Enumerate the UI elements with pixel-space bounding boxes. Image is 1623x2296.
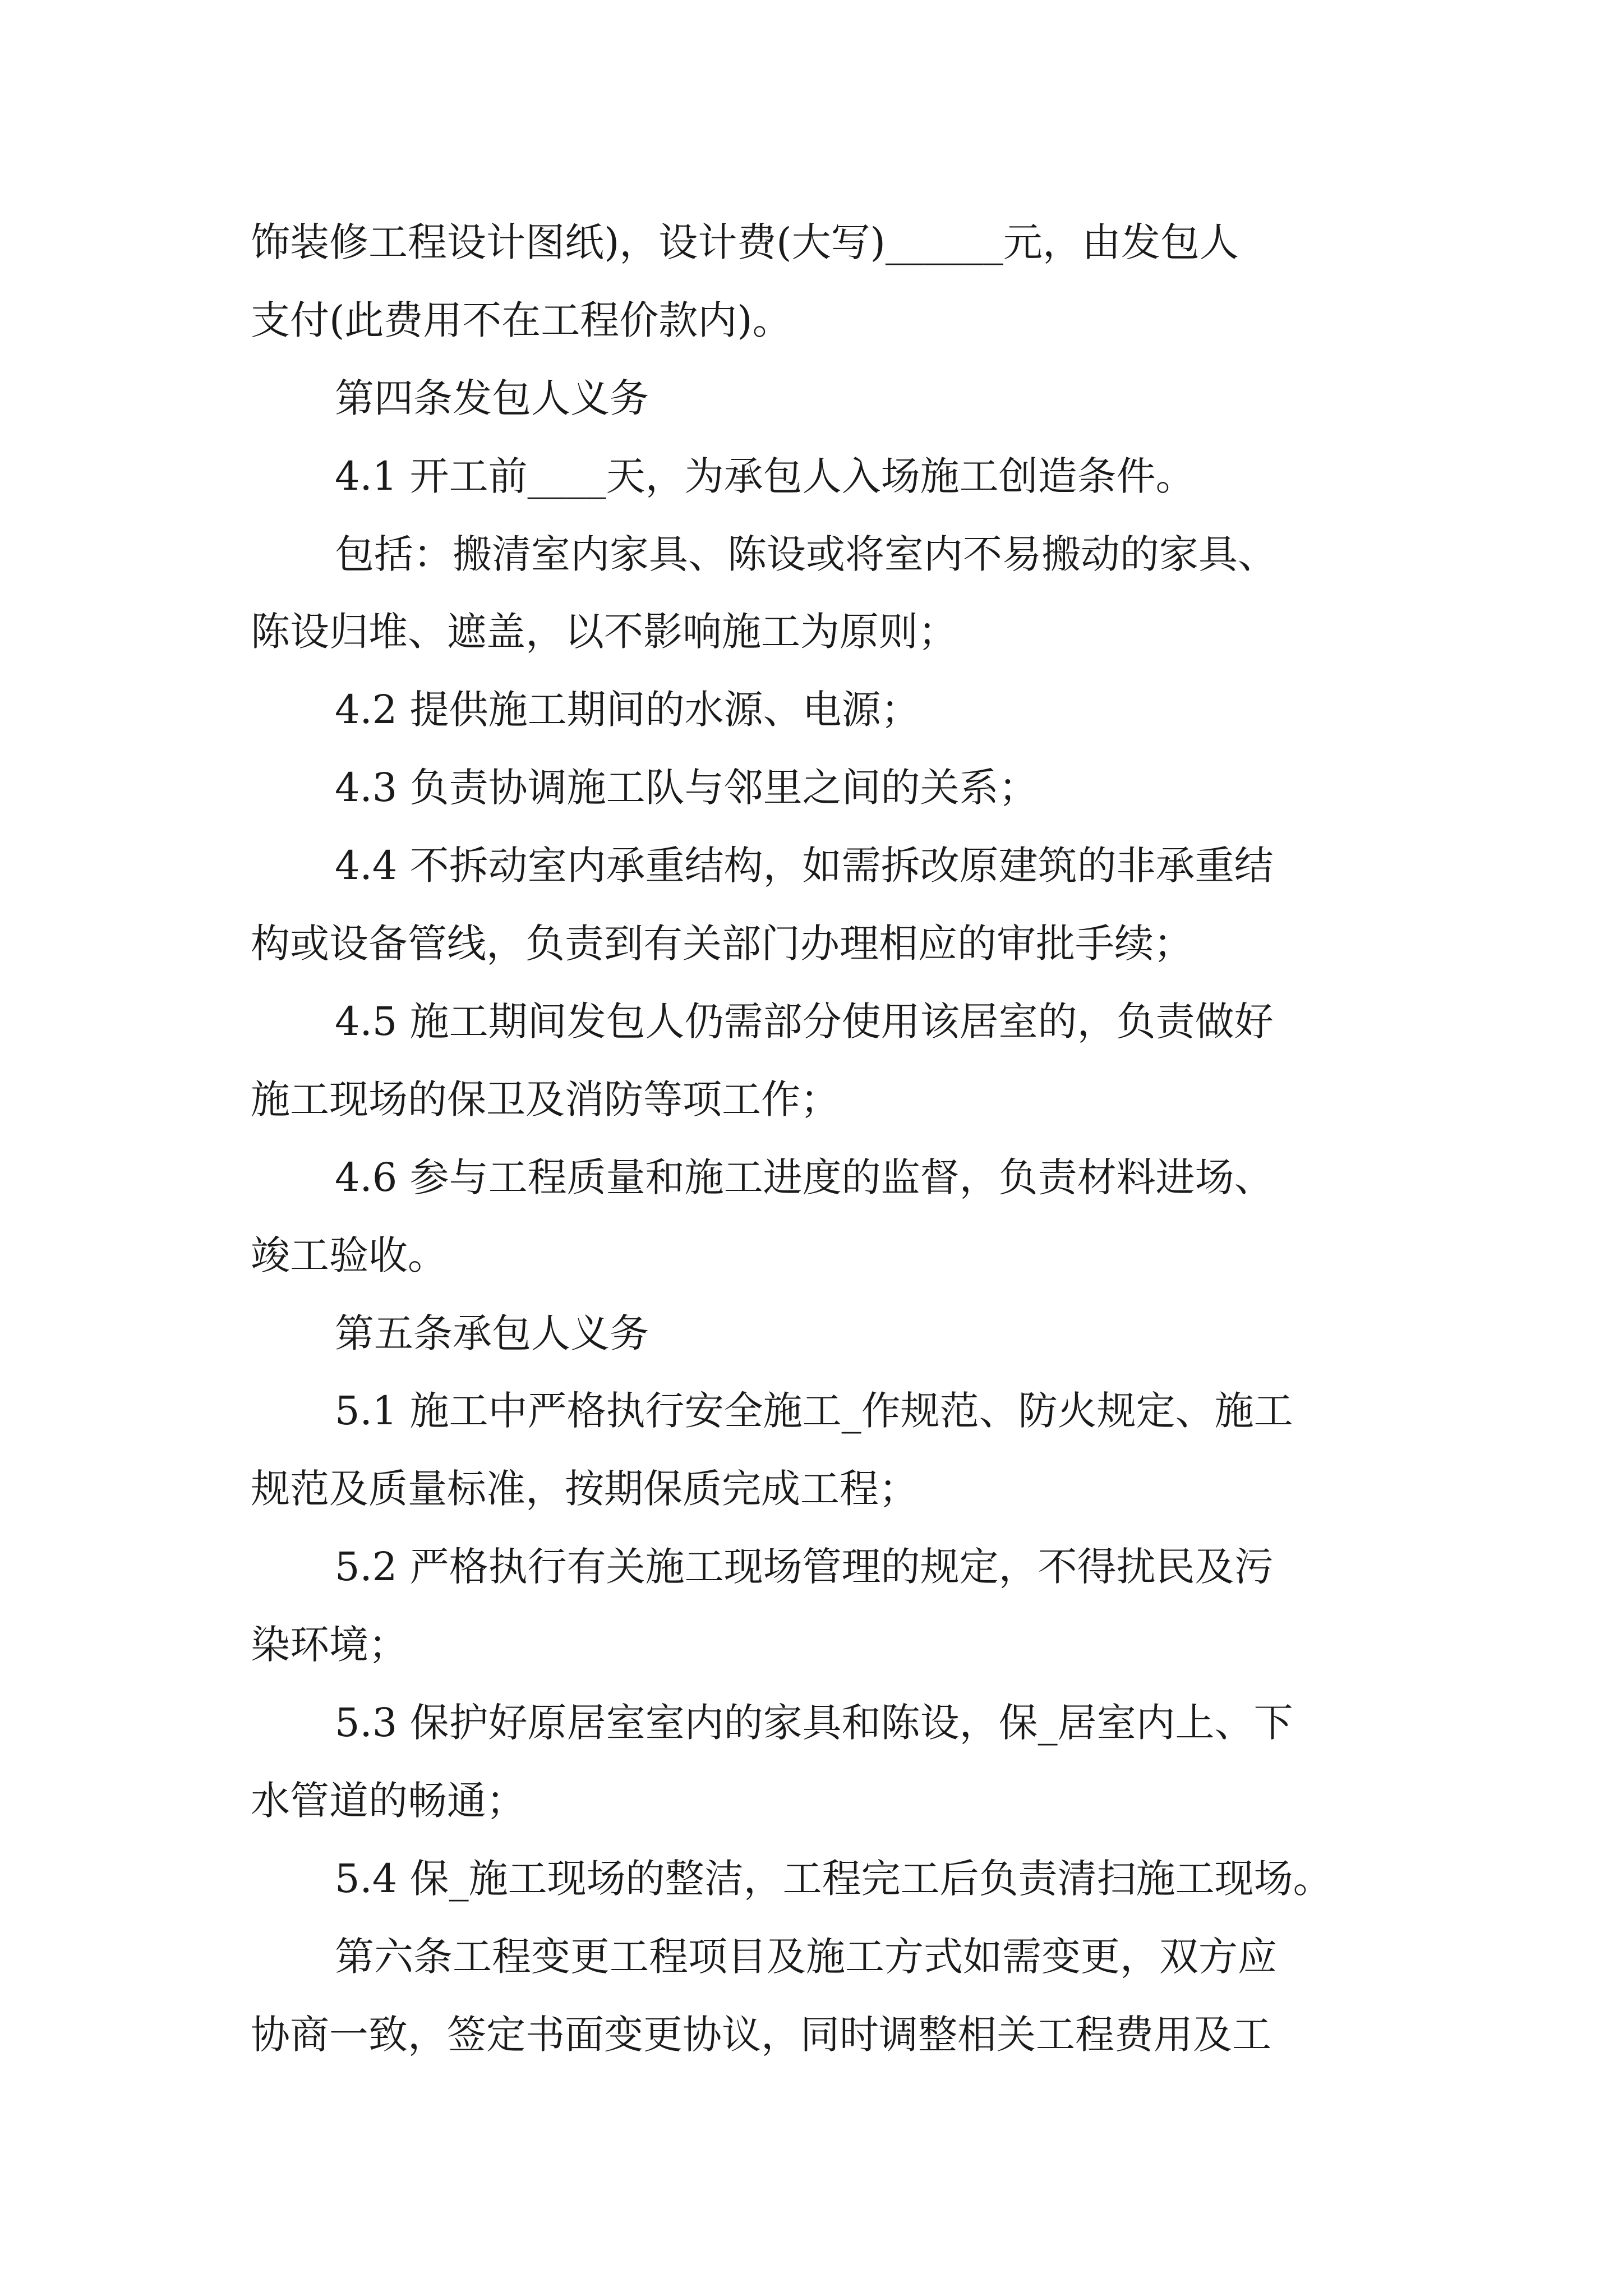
text-line: 水管道的畅通； (251, 1778, 525, 1824)
text-line: 5.1 施工中严格执行安全施工_作规范、防火规定、施工 (335, 1388, 1293, 1434)
text-line: 4.5 施工期间发包人仍需部分使用该居室的，负责做好 (335, 999, 1274, 1045)
section-heading: 第六条工程变更工程项目及施工方式如需变更，双方应 (335, 1934, 1277, 1980)
section-heading: 第四条发包人义务 (335, 375, 649, 421)
text-line: 包括：搬清室内家具、陈设或将室内不易搬动的家具、 (335, 531, 1277, 577)
text-line: 4.4 不拆动室内承重结构，如需拆改原建筑的非承重结 (335, 843, 1274, 889)
text-line: 协商一致，签定书面变更协议，同时调整相关工程费用及工 (251, 2012, 1271, 2058)
text-line: 竣工验收。 (251, 1232, 447, 1278)
text-line: 陈设归堆、遮盖，以不影响施工为原则； (251, 609, 957, 655)
text-line: 饰装修工程设计图纸)，设计费(大写)______元，由发包人 (251, 219, 1239, 265)
text-line: 4.2 提供施工期间的水源、电源； (335, 687, 920, 733)
text-line: 4.6 参与工程质量和施工进度的监督，负责材料进场、 (335, 1154, 1274, 1200)
text-line: 5.4 保_施工现场的整洁，工程完工后负责清扫施工现场。 (335, 1856, 1332, 1902)
text-line: 4.1 开工前____天，为承包人入场施工创造条件。 (335, 453, 1195, 499)
text-line: 染环境； (251, 1622, 408, 1668)
text-line: 构或设备管线，负责到有关部门办理相应的审批手续； (251, 921, 1193, 967)
text-line: 5.2 严格执行有关施工现场管理的规定，不得扰民及污 (335, 1544, 1274, 1590)
text-line: 规范及质量标准，按期保质完成工程； (251, 1466, 918, 1512)
text-line: 5.3 保护好原居室室内的家具和陈设，保_居室内上、下 (335, 1700, 1293, 1746)
text-line: 4.3 负责协调施工队与邻里之间的关系； (335, 765, 1038, 811)
section-heading: 第五条承包人义务 (335, 1310, 649, 1356)
text-line: 施工现场的保卫及消防等项工作； (251, 1076, 840, 1122)
text-line: 支付(此费用不在工程价款内)。 (251, 297, 792, 343)
